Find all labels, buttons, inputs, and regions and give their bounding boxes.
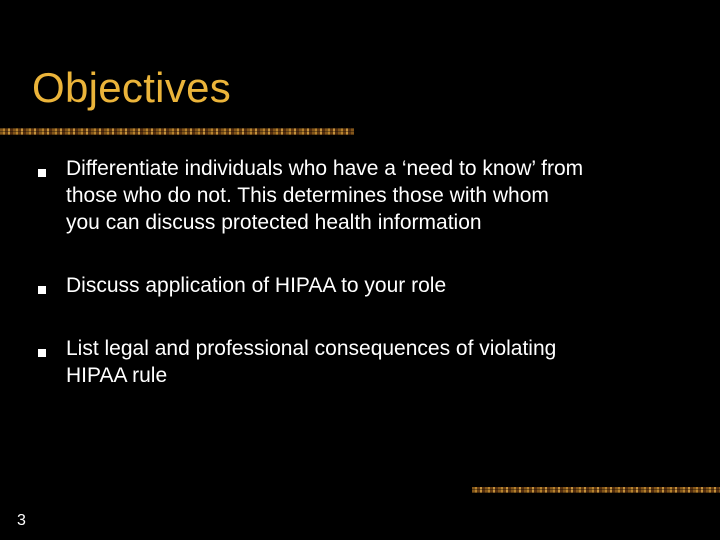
page-number: 3 <box>17 512 26 529</box>
title-divider-rule <box>0 128 354 135</box>
square-bullet-icon <box>38 349 46 357</box>
slide-title: Objectives <box>32 64 232 111</box>
footer-divider-rule <box>472 487 720 493</box>
bullet-text: Differentiate individuals who have a ‘need to know’ from those who do not. This determines those with whom you can discuss protected health information <box>66 157 584 234</box>
bullet-text: List legal and professional consequences of violating HIPAA rule <box>66 337 557 387</box>
bullet-text: Discuss application of HIPAA to your role <box>66 274 447 297</box>
square-bullet-icon <box>38 169 46 177</box>
square-bullet-icon <box>38 286 46 294</box>
